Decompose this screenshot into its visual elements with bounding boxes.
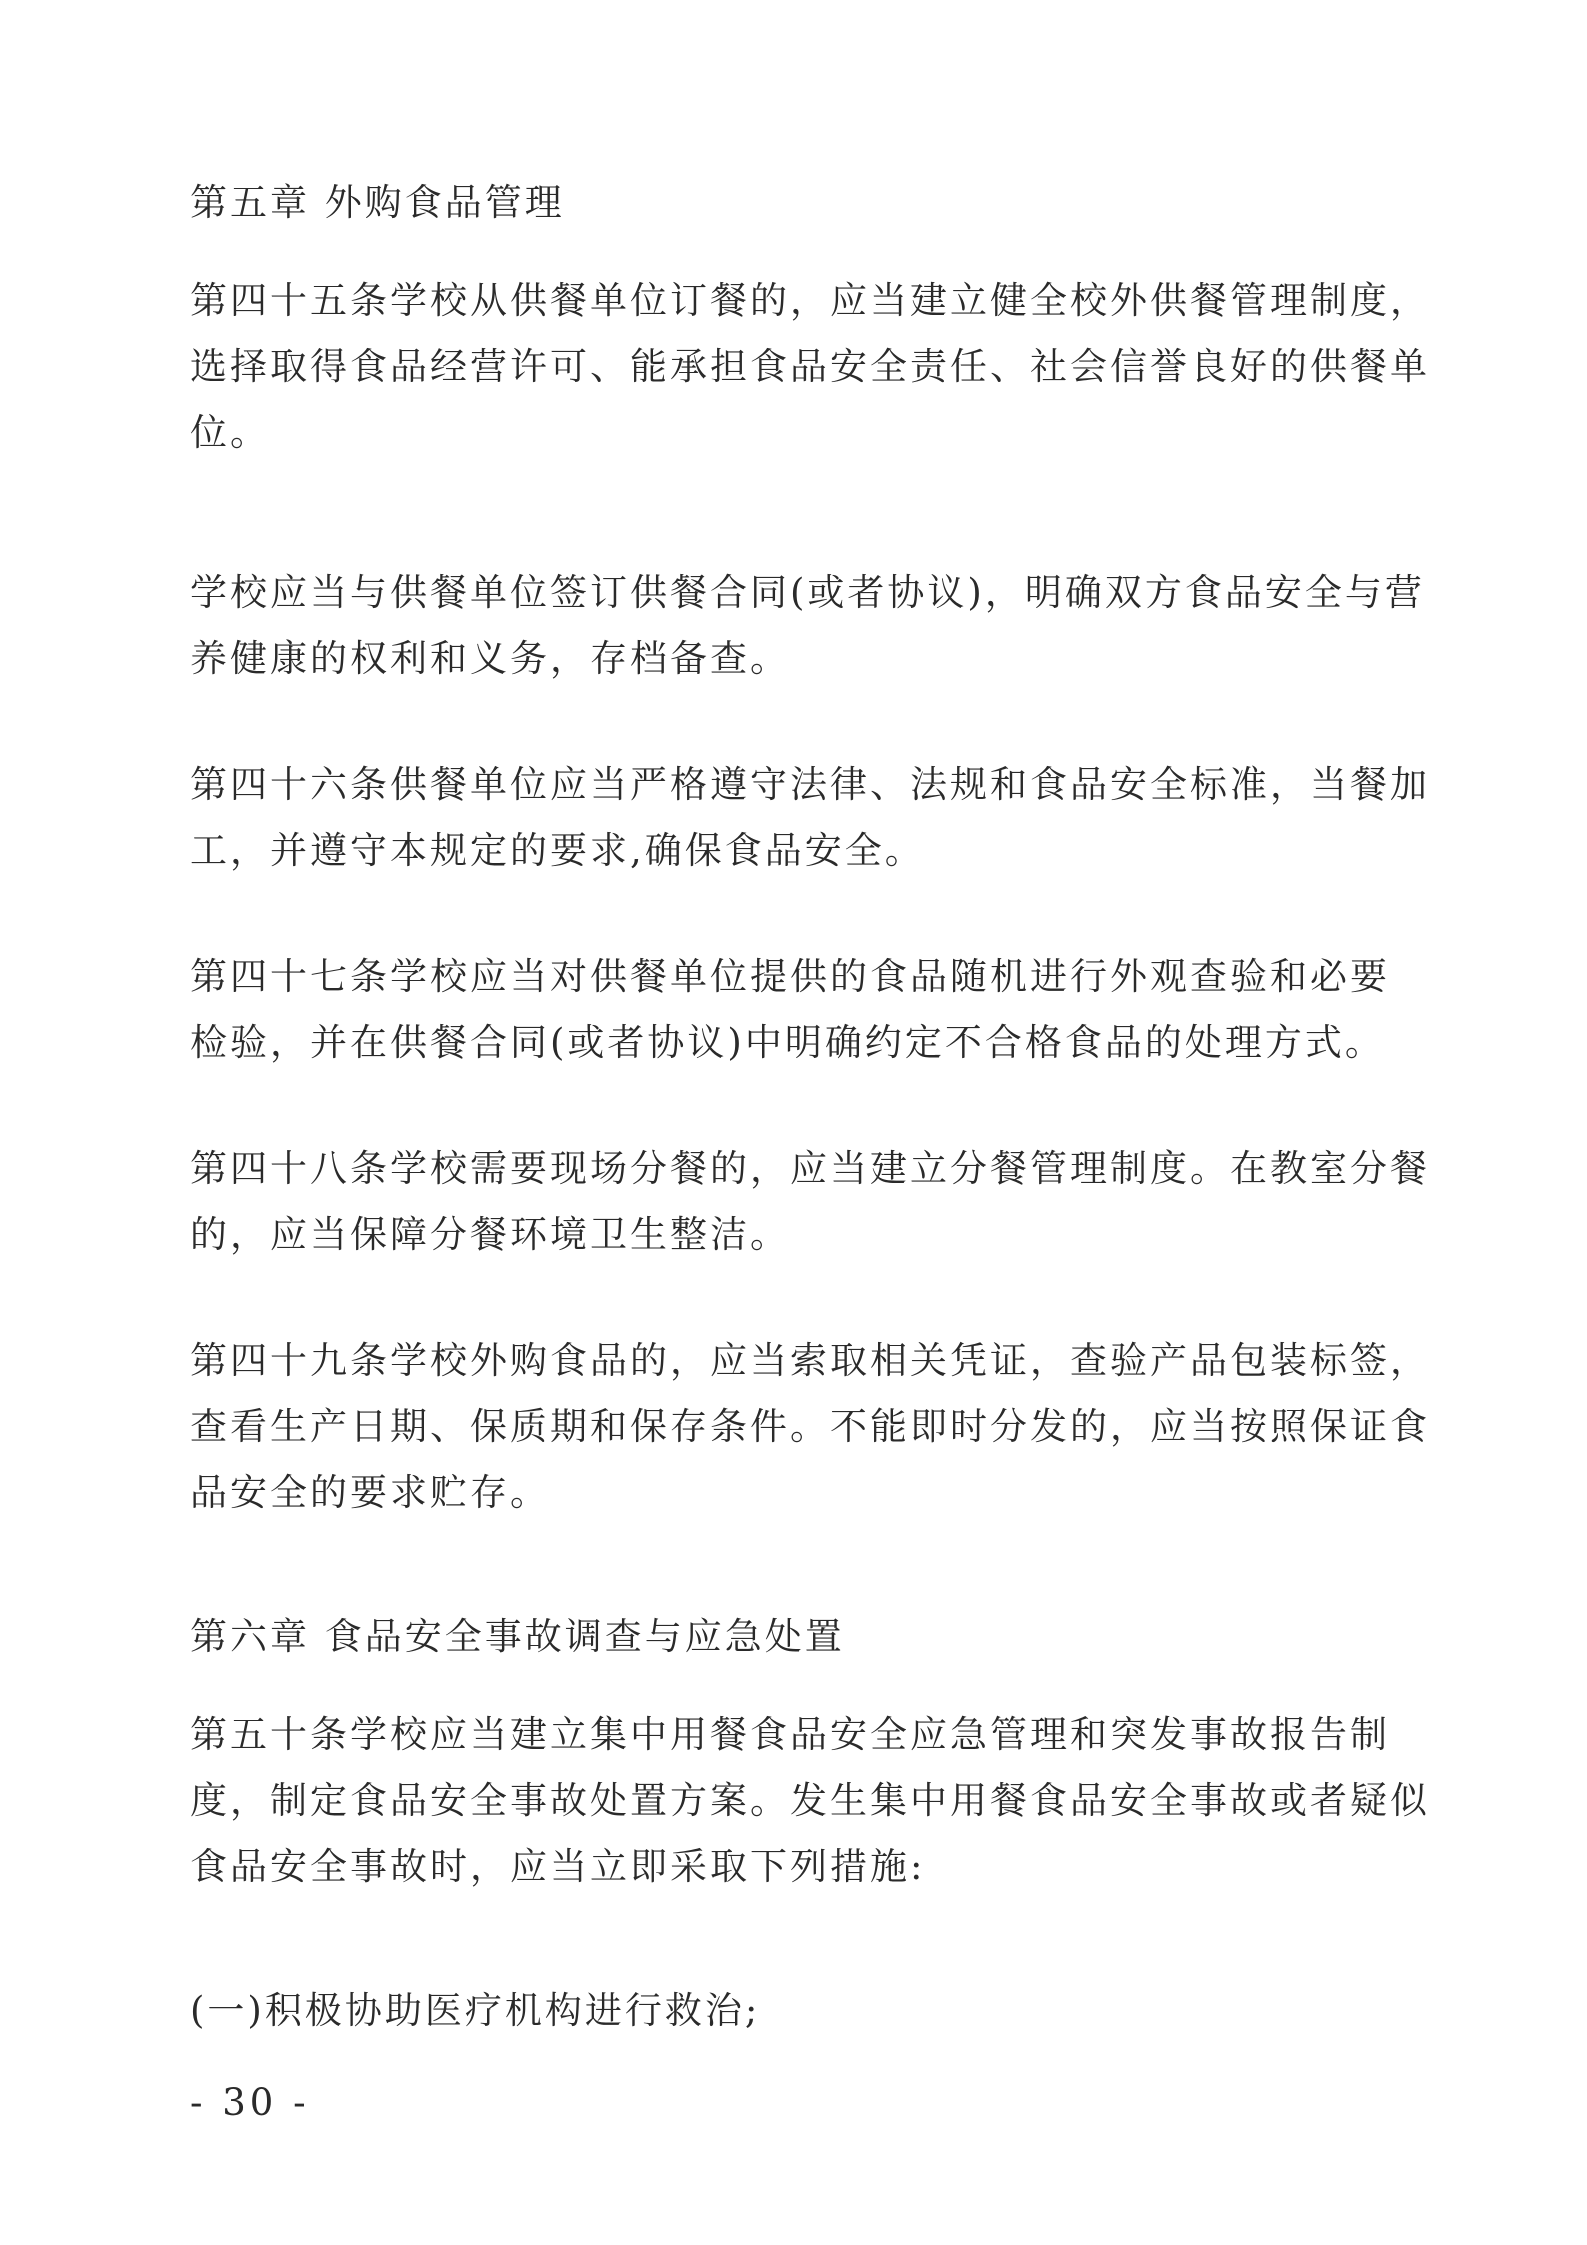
article-49-paragraph: 第四十九条学校外购食品的，应当索取相关凭证，查验产品包装标签， 查看生产日期、保质期和保存条件。不能即时分发的，应当按照保证食 品安全的要求贮存。 (190, 1339, 1430, 1514)
contract-paragraph: 学校应当与供餐单位签订供餐合同(或者协议)，明确双方食品安全与营 养健康的权利和义务，存档备查。 (190, 571, 1425, 680)
measure-1-paragraph: (一)积极协助医疗机构进行救治; (190, 1989, 761, 2032)
article-45-paragraph: 第四十五条学校从供餐单位订餐的，应当建立健全校外供餐管理制度， 选择取得食品经营许可、能承担食品安全责任、社会信誉良好的供餐单 位。 (190, 279, 1430, 454)
article-46-paragraph: 第四十六条供餐单位应当严格遵守法律、法规和食品安全标准，当餐加 工，并遵守本规定的要求,确保食品安全。 (190, 763, 1430, 872)
chapter-5-heading: 第五章 外购食品管理 (190, 181, 565, 224)
article-47-paragraph: 第四十七条学校应当对供餐单位提供的食品随机进行外观查验和必要 检验，并在供餐合同(或者协议)中明确约定不合格食品的处理方式。 (190, 955, 1390, 1064)
chapter-6-heading: 第六章 食品安全事故调查与应急处置 (190, 1615, 845, 1658)
article-50-paragraph: 第五十条学校应当建立集中用餐食品安全应急管理和突发事故报告制 度，制定食品安全事故处置方案。发生集中用餐食品安全事故或者疑似 食品安全事故时，应当立即采取下列措施: (190, 1713, 1430, 1888)
page-number: - 30 - (190, 2081, 310, 2124)
article-48-paragraph: 第四十八条学校需要现场分餐的，应当建立分餐管理制度。在教室分餐 的，应当保障分餐环境卫生整洁。 (190, 1147, 1430, 1256)
